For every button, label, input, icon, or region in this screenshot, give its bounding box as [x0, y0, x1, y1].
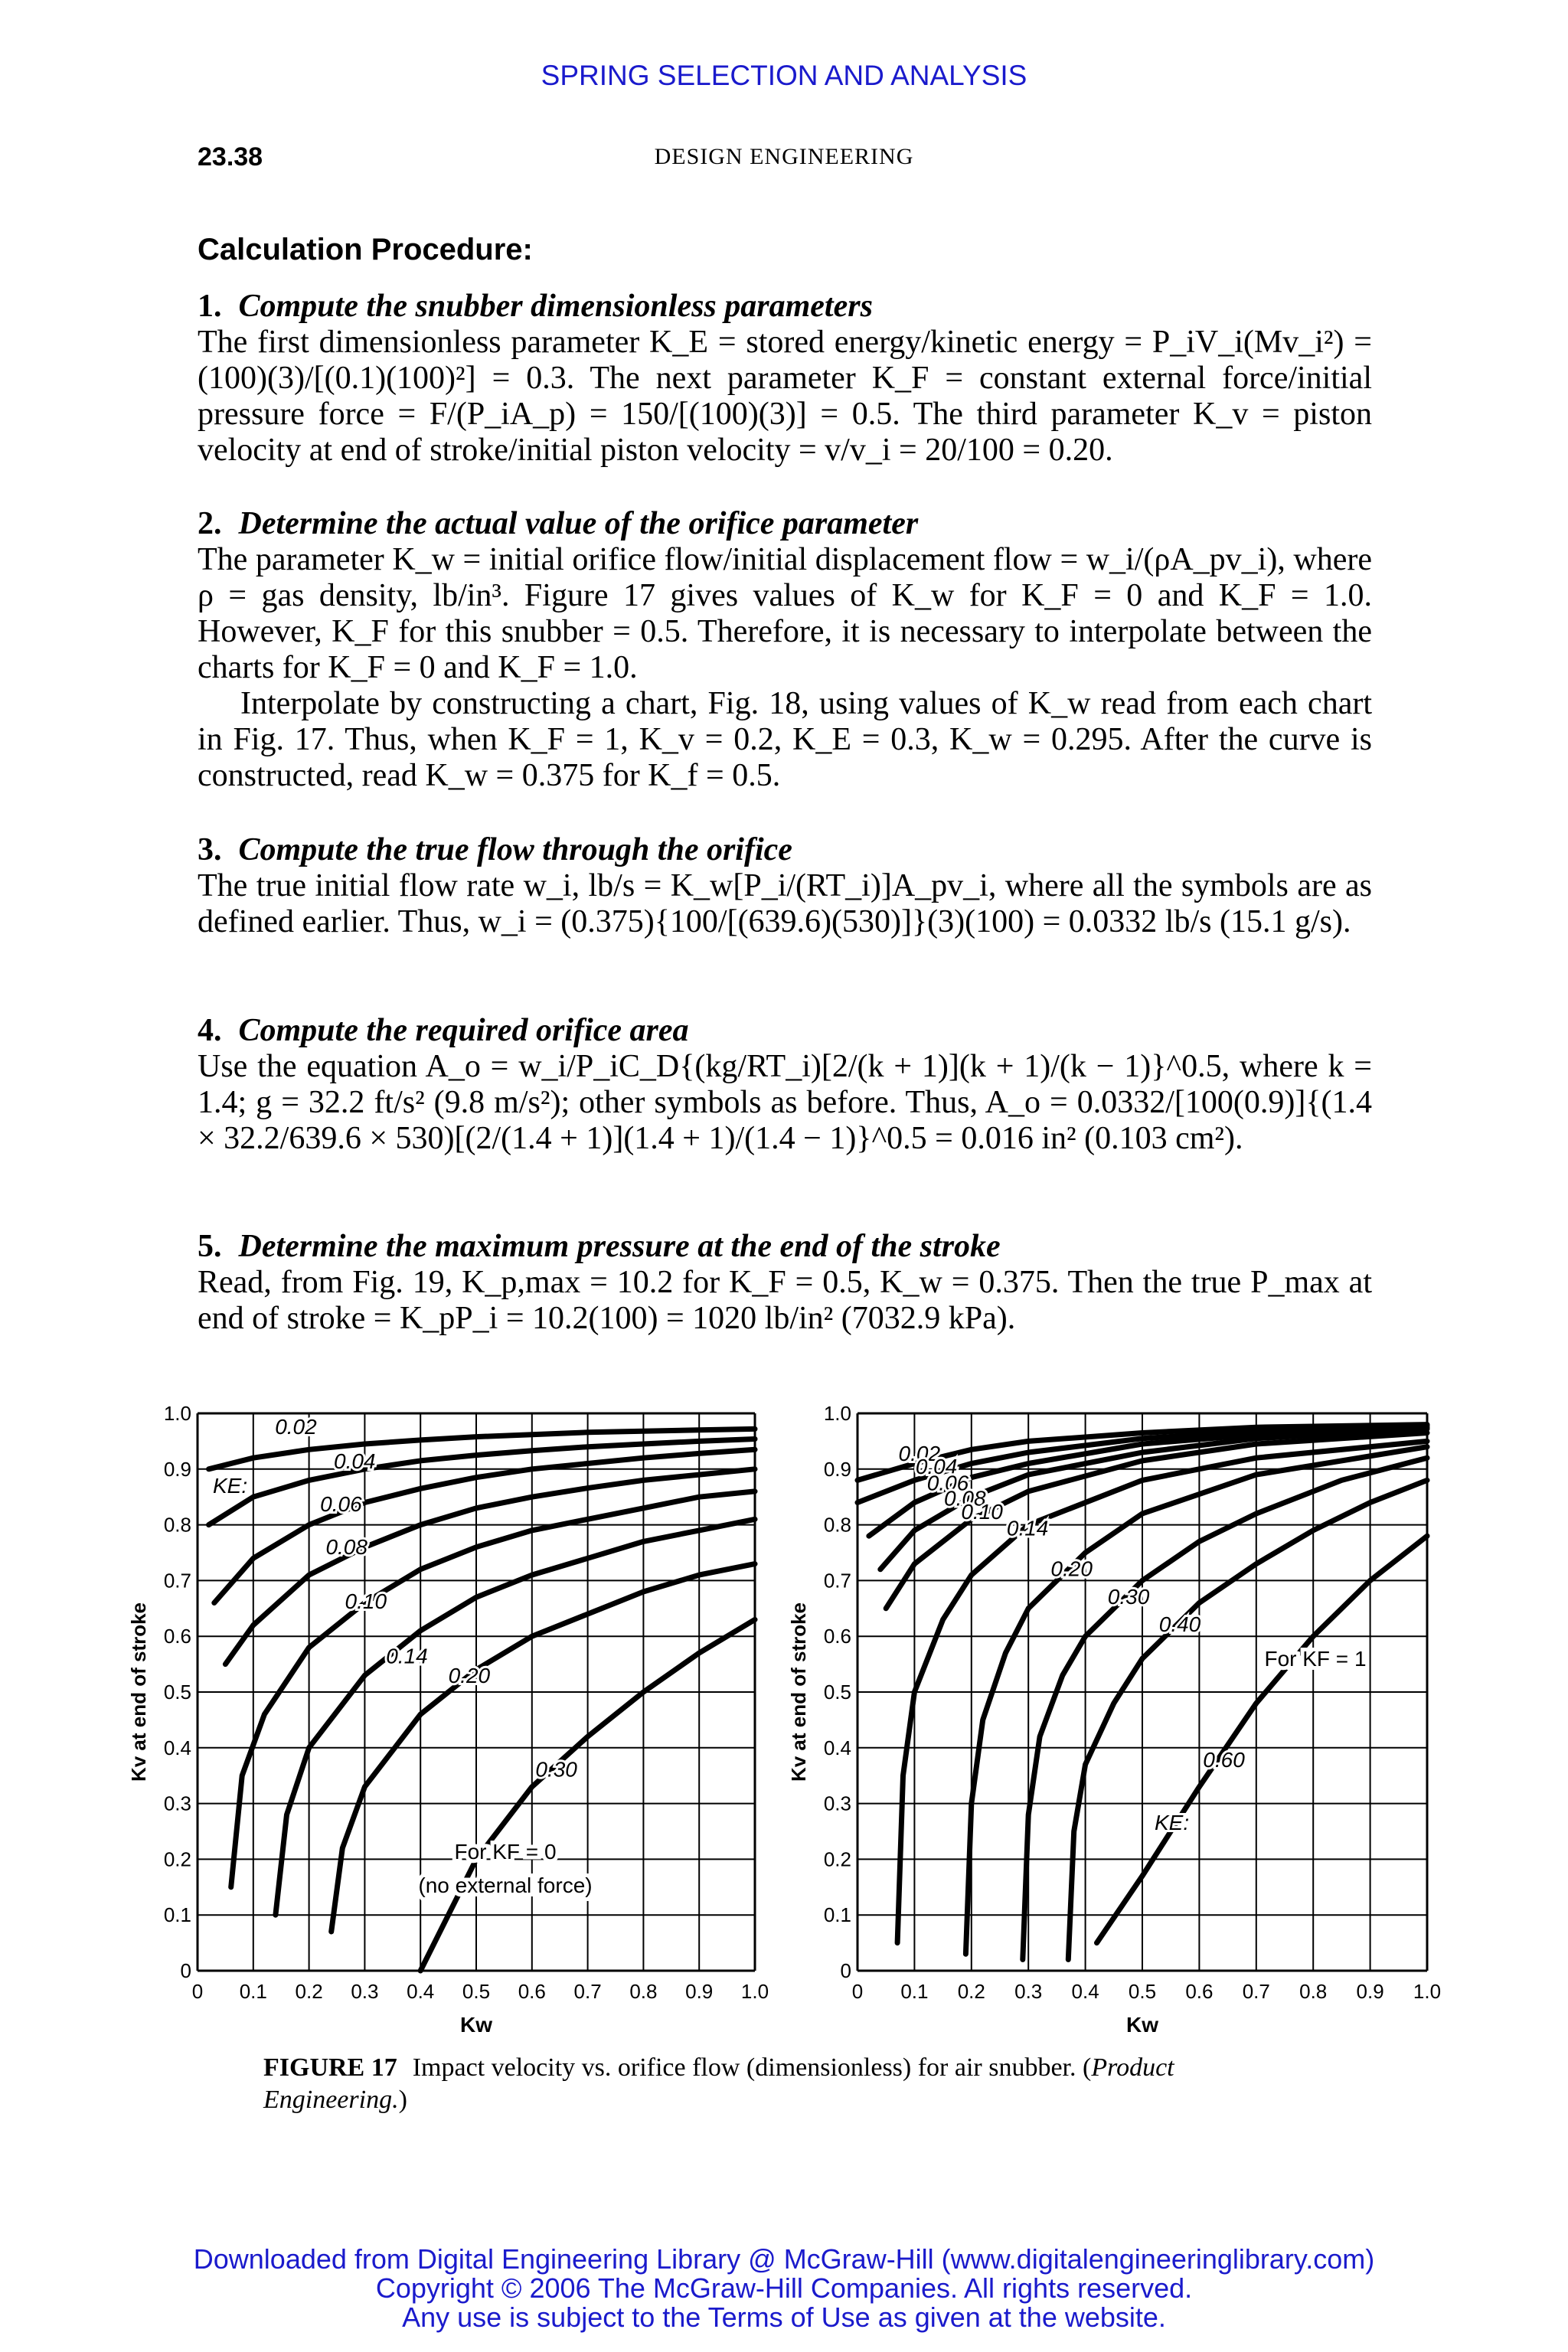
- x-tick-label: 0.5: [1128, 1980, 1157, 2003]
- series-label-0.02: 0.02: [275, 1414, 317, 1439]
- page-footer: [0, 2245, 1568, 2332]
- series-label-0.08: 0.08: [944, 1486, 986, 1511]
- y-tick-label: 0.9: [163, 1457, 191, 1481]
- y-tick-label: 0.8: [163, 1513, 191, 1537]
- y-tick-label: 0.7: [163, 1569, 191, 1592]
- x-tick-label: 0.8: [1299, 1980, 1328, 2003]
- x-tick-label: 0.6: [518, 1980, 546, 2003]
- y-tick-label: 0: [180, 1959, 191, 1982]
- x-tick-label: 1.0: [740, 1980, 769, 2003]
- step-number: 2.: [198, 506, 222, 541]
- caption-end: ): [398, 2086, 407, 2114]
- x-tick-label: 0.2: [957, 1980, 985, 2003]
- y-tick-label: 0.1: [823, 1903, 851, 1927]
- step-paragraph: Use the equation A_o = w_i/P_iC_D{(kg/RT_i)[2/(k + 1)](k + 1)/(k − 1)}^0.5, where k = 1.4; g = 32.2 ft/s² (9.8 m/s²); other symbols as before. Thus, A_o = 0.0332/[100(0.9)]{(1.4 × 32.2/639.6 × 530)[(2/(1.4 + 1)](1.4 + 1)/(1.4 − 1)}^0.5 = 0.016 in² (0.103 cm²).: [198, 1049, 1372, 1156]
- x-tick-label: 1.0: [1413, 1980, 1442, 2003]
- y-tick-label: 1.0: [163, 1402, 191, 1425]
- step-title-text: Compute the snubber dimensionless parameters: [238, 289, 873, 324]
- y-tick-label: 0.7: [823, 1569, 851, 1592]
- step-number: 1.: [198, 289, 222, 324]
- x-tick-label: 0.1: [239, 1980, 267, 2003]
- y-tick-label: 0.2: [823, 1847, 851, 1871]
- series-label-0.08: 0.08: [325, 1535, 368, 1560]
- y-tick-label: 0.4: [163, 1736, 191, 1759]
- footer-copyright: Copyright © 2006 The McGraw-Hill Companies. All rights reserved.: [375, 2272, 1193, 2304]
- section-heading: Calculation Procedure:: [198, 233, 533, 266]
- figure-label: FIGURE 17: [263, 2053, 397, 2082]
- series-curve-0.08: [225, 1469, 755, 1664]
- series-curve-0.30: [1023, 1458, 1427, 1959]
- y-axis-title: Kv at end of stroke: [787, 1602, 810, 1782]
- step-number: 4.: [198, 1013, 222, 1048]
- x-tick-label: 0.4: [407, 1980, 435, 2003]
- x-tick-label: 0.6: [1185, 1980, 1214, 2003]
- step-title-text: Compute the true flow through the orifice: [238, 832, 792, 867]
- step-paragraph: The first dimensionless parameter K_E = stored energy/kinetic energy = P_iV_i(Mv_i²) = (100)(3)/[(0.1)(100)²] = 0.3. The next parameter K_F = constant external force/initial pressure force = F/(P_iA_p) = 150/[(100)(3)] = 0.5. The third parameter K_v = piston velocity at end of stroke/initial piston velocity = v/v_i = 20/100 = 0.20.: [198, 325, 1372, 468]
- step-paragraph: Interpolate by constructing a chart, Fig. 18, using values of K_w read from each chart in Fig. 17. Thus, when K_F = 1, K_v = 0.2, K_E = 0.3, K_w = 0.295. After the curve is constructed, read K_w = 0.375 for K_f = 0.5.: [198, 686, 1372, 793]
- y-tick-label: 0.8: [823, 1513, 851, 1537]
- step-title-text: Compute the required orifice area: [238, 1013, 689, 1048]
- series-label-0.30: 0.30: [1107, 1584, 1150, 1609]
- x-tick-label: 0.9: [1356, 1980, 1384, 2003]
- x-axis-title: Kw: [460, 2013, 492, 2037]
- step-number: 3.: [198, 832, 222, 867]
- step-paragraph: The parameter K_w = initial orifice flow/initial displacement flow = w_i/(ρA_pv_i), where ρ = gas density, lb/in³. Figure 17 gives values of K_w for K_F = 0 and K_F = 1.0. However, K_F for this snubber = 0.5. Therefore, it is necessary to interpolate between the charts for K_F = 0 and K_F = 1.0.: [198, 542, 1372, 685]
- series-label-0.10: 0.10: [345, 1589, 387, 1613]
- series-label-0.06: 0.06: [320, 1491, 362, 1516]
- y-axis-title: Kv at end of stroke: [127, 1602, 150, 1782]
- y-tick-label: 0: [840, 1959, 851, 1982]
- series-label-0.06: 0.06: [926, 1471, 969, 1495]
- y-tick-label: 0.1: [163, 1903, 191, 1927]
- step-paragraph: The true initial flow rate w_i, lb/s = K_w[P_i/(RT_i)]A_pv_i, where all the symbols are as defined earlier. Thus, w_i = (0.375){100/[(639.6)(530)]}(3)(100) = 0.0332 lb/s (15.1 g/s).: [198, 868, 1372, 939]
- y-tick-label: 1.0: [823, 1402, 851, 1425]
- series-label-0.30: 0.30: [535, 1757, 577, 1782]
- series-label-prefix: KE:: [1155, 1811, 1190, 1834]
- series-label-0.02: 0.02: [898, 1441, 941, 1465]
- y-tick-label: 0.6: [163, 1625, 191, 1648]
- y-tick-label: 0.5: [163, 1681, 191, 1704]
- series-label-prefix: KE:: [213, 1474, 248, 1498]
- x-tick-label: 0.4: [1071, 1980, 1099, 2003]
- page-number: 23.38: [198, 142, 263, 172]
- y-tick-label: 0.9: [823, 1457, 851, 1481]
- y-tick-label: 0.3: [823, 1792, 851, 1815]
- series-label-0.04: 0.04: [915, 1455, 958, 1479]
- series-label-0.60: 0.60: [1203, 1747, 1245, 1772]
- y-tick-label: 0.6: [823, 1625, 851, 1648]
- x-tick-label: 0.5: [462, 1980, 491, 2003]
- x-tick-label: 0.7: [1242, 1980, 1270, 2003]
- y-tick-label: 0.2: [163, 1847, 191, 1871]
- step-paragraph: Read, from Fig. 19, K_p,max = 10.2 for K_F = 0.5, K_w = 0.375. Then the true P_max at end of stroke = K_pP_i = 10.2(100) = 1020 lb/in² (7032.9 kPa).: [198, 1265, 1372, 1336]
- y-tick-label: 0.5: [823, 1681, 851, 1704]
- step-title-text: Determine the actual value of the orifice parameter: [238, 506, 919, 541]
- footer-terms[interactable]: Any use is subject to the Terms of Use as given at the website.: [402, 2301, 1166, 2333]
- x-tick-label: 0: [851, 1980, 864, 2003]
- x-tick-label: 0.1: [900, 1980, 929, 2003]
- series-label-0.14: 0.14: [1006, 1516, 1049, 1540]
- series-label-0.20: 0.20: [1050, 1557, 1093, 1581]
- figure-caption: [263, 2052, 1305, 2116]
- series-label-0.20: 0.20: [448, 1664, 491, 1687]
- step-number: 5.: [198, 1229, 222, 1264]
- x-tick-label: 0.9: [685, 1980, 714, 2003]
- caption-source: Product Engineering.: [263, 2053, 1174, 2114]
- x-tick-label: 0.3: [351, 1980, 379, 2003]
- x-tick-label: 0: [191, 1980, 204, 2003]
- caption-text: Impact velocity vs. orifice flow (dimensionless) for air snubber. (: [412, 2053, 1092, 2082]
- running-title: DESIGN ENGINEERING: [654, 144, 914, 169]
- x-tick-label: 0.2: [295, 1980, 323, 2003]
- x-tick-label: 0.8: [629, 1980, 658, 2003]
- page-top-title[interactable]: SPRING SELECTION AND ANALYSIS: [541, 60, 1027, 91]
- step-title-text: Determine the maximum pressure at the end of the stroke: [238, 1229, 1001, 1264]
- series-label-0.10: 0.10: [961, 1500, 1003, 1524]
- series-label-0.14: 0.14: [386, 1644, 428, 1668]
- series-label-0.40: 0.40: [1158, 1612, 1201, 1637]
- y-tick-label: 0.3: [163, 1792, 191, 1815]
- y-tick-label: 0.4: [823, 1736, 851, 1759]
- chart-annotation: (no external force): [418, 1873, 593, 1897]
- x-axis-title: Kw: [1126, 2013, 1158, 2037]
- chart-annotation: For KF = 0: [454, 1840, 557, 1864]
- footer-download-link[interactable]: Downloaded from Digital Engineering Library @ McGraw-Hill (www.digitalengineeringlibrary.com): [193, 2243, 1375, 2275]
- series-label-0.04: 0.04: [334, 1449, 376, 1474]
- x-tick-label: 0.7: [573, 1980, 602, 2003]
- chart-annotation: For KF = 1: [1264, 1647, 1367, 1671]
- x-tick-label: 0.3: [1014, 1980, 1043, 2003]
